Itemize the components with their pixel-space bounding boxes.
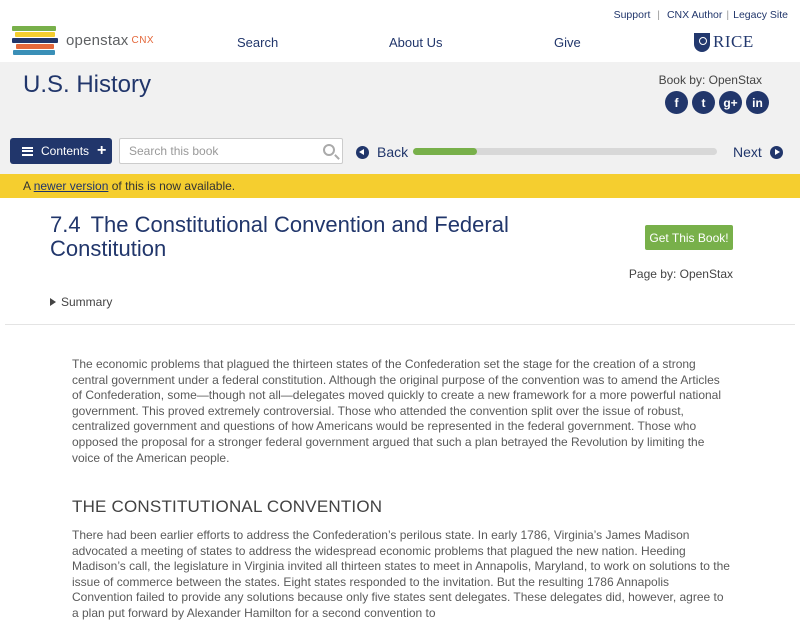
support-link[interactable]: Support (613, 9, 651, 21)
back-label: Back (377, 144, 409, 160)
nav-about-us[interactable]: About Us (389, 35, 443, 50)
legacy-site-link[interactable]: Legacy Site (733, 9, 788, 21)
rice-logo[interactable] (694, 32, 754, 52)
contents-label: Contents (41, 144, 90, 158)
social-share (665, 91, 769, 114)
books-logo-icon (12, 26, 58, 54)
book-title: U.S. History (23, 71, 152, 98)
newer-version-notice (0, 174, 800, 198)
back-button[interactable] (356, 144, 408, 160)
contents-button[interactable] (10, 138, 112, 164)
logo-wordmark: openstax (66, 31, 129, 49)
next-button[interactable] (733, 144, 783, 160)
divider (5, 324, 795, 325)
section-number: 7.4 (50, 212, 81, 237)
search-icon[interactable] (323, 144, 335, 156)
triangle-right-icon (50, 298, 56, 306)
page-title (50, 213, 520, 261)
notice-prefix: A (23, 179, 34, 193)
twitter-icon[interactable]: t (692, 91, 715, 114)
progress-fill (413, 148, 477, 155)
page-author: Page by: OpenStax (628, 267, 733, 281)
logo-cnx-suffix: CNX (131, 34, 155, 46)
linkedin-icon[interactable]: in (746, 91, 769, 114)
next-label: Next (733, 144, 762, 160)
arrow-right-icon (770, 146, 783, 159)
search-input[interactable] (120, 139, 310, 163)
nav-give[interactable]: Give (554, 35, 581, 50)
list-icon (22, 147, 33, 156)
intro-paragraph: The economic problems that plagued the thirteen states of the Confederation set the stage for the creation of a strong central government under a federal constitution. Although the original purpose of the convention was to amend the Articles of Confederation, some—though not all—delegates moved quickly to create a new framework for a more powerful national government. This proved extremely controversial. Those who attended the convention split over the issue of robust, centralized government and questions of how Americans would be represented in the federal government. Those who opposed the proposal for a stronger federal government argued that such a plan betrayed the Revolution by limiting the voice of the American people. (72, 357, 722, 465)
rice-shield-icon (694, 33, 710, 52)
get-this-book-button[interactable]: Get This Book! (645, 225, 733, 250)
arrow-left-icon (356, 146, 369, 159)
summary-label: Summary (61, 295, 113, 309)
separator: | (726, 9, 730, 21)
google-plus-icon[interactable]: g+ (719, 91, 742, 114)
notice-suffix: of this is now available. (108, 179, 236, 193)
plus-icon: + (97, 142, 107, 159)
cnx-author-link[interactable]: CNX Author (666, 9, 723, 21)
separator: | (654, 9, 663, 21)
book-author: Book by: OpenStax (658, 73, 762, 87)
body-paragraph: There had been earlier efforts to address the Confederation’s perilous state. In early 1786, Virginia’s James Madison advocated a meeting of states to address the widespread economic problems that plagued the new nation. Heeding Madison’s call, the legislature in Virginia invited all thirteen states to meet in Annapolis, Maryland, to work on solutions to the issue of commerce between the states. Eight states responded to the invitation. But the resulting 1786 Annapolis Convention failed to provide any solutions because only five states sent delegates. These delegates did, however, agree to a plan put forward by Alexander Hamilton for a second convention to (72, 528, 730, 620)
rice-wordmark: RICE (713, 32, 754, 51)
section-heading: THE CONSTITUTIONAL CONVENTION (72, 497, 383, 516)
section-title: The Constitutional Convention and Federal Constitution (50, 212, 509, 261)
search-box (119, 138, 343, 164)
utility-links (614, 9, 788, 21)
nav-search[interactable]: Search (237, 35, 279, 50)
facebook-icon[interactable]: f (665, 91, 688, 114)
summary-toggle[interactable] (50, 295, 112, 309)
reading-progress-bar (413, 148, 717, 155)
newer-version-link[interactable]: newer version (33, 179, 109, 193)
openstax-logo[interactable] (12, 26, 154, 54)
